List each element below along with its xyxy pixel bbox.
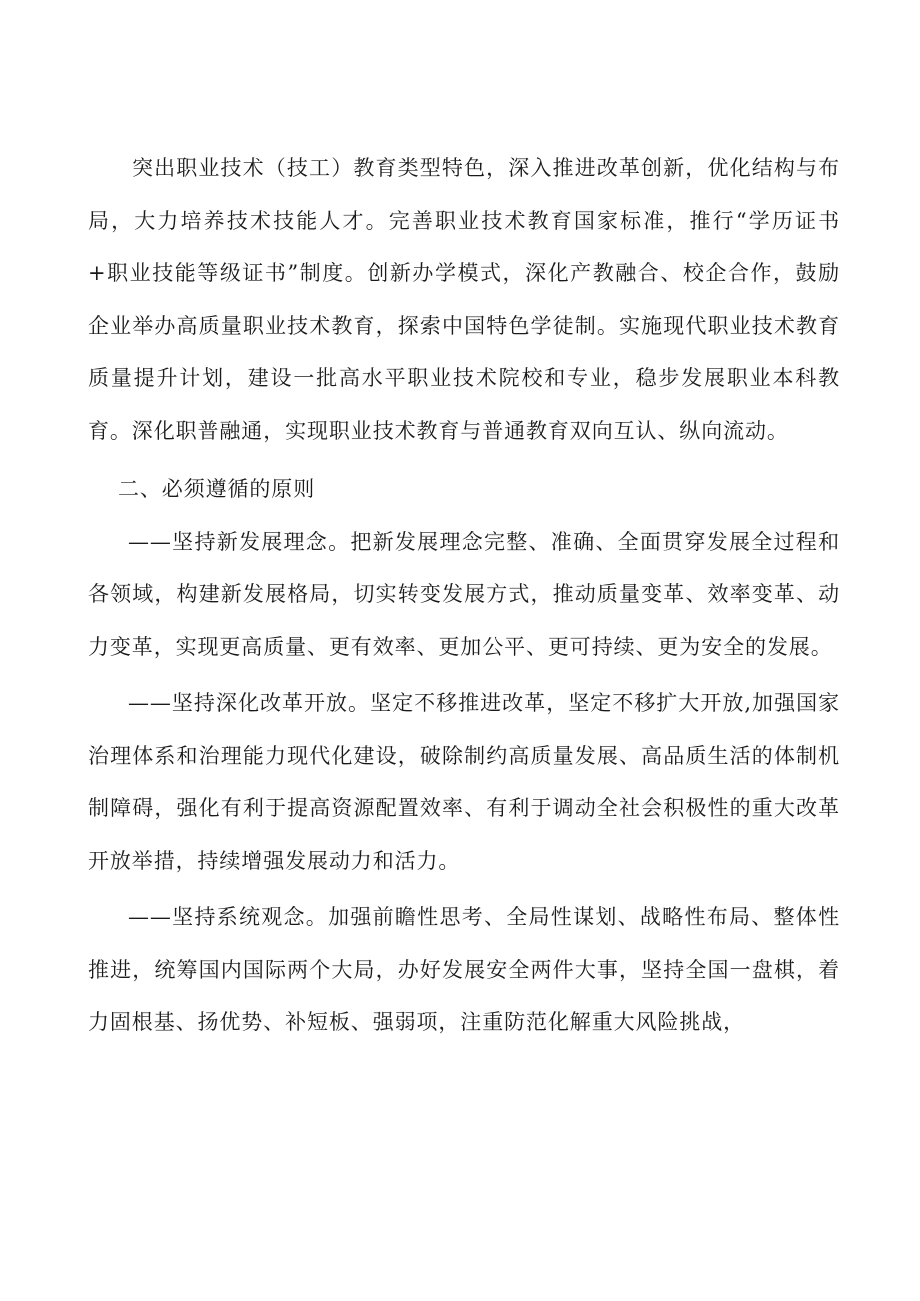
document-page (88, 142, 840, 1049)
principle-paragraph-systems-thinking: ——坚持系统观念。加强前瞻性思考、全局性谋划、战略性布局、整体性推进，统筹国内国际两个大局，办好发展安全两件大事，坚持全国一盘棋，着力固根基、扬优势、补短板、强弱项，注重防范化解重大风险挑战， (88, 905, 840, 1034)
body-paragraph-vocational-education: 突出职业技术（技工）教育类型特色，深入推进改革创新，优化结构与布局，大力培养技术技能人才。完善职业技术教育国家标准，推行“学历证书+职业技能等级证书”制度。创新办学模式，深化产教融合、校企合作，鼓励企业举办高质量职业技术教育，探索中国特色学徒制。实施现代职业技术教育质量提升计划，建设一批高水平职业技术院校和专业，稳步发展职业本科教育。深化职普融通，实现职业技术教育与普通教育双向互认、纵向流动。 (88, 156, 840, 443)
principle-paragraph-new-development: ——坚持新发展理念。把新发展理念完整、准确、全面贯穿发展全过程和各领域，构建新发展格局，切实转变发展方式，推动质量变革、效率变革、动力变革，实现更高质量、更有效率、更加公平、更可持续、更为安全的发展。 (88, 529, 840, 659)
principle-paragraph-reform-opening: ——坚持深化改革开放。坚定不移推进改革，坚定不移扩大开放,加强国家治理体系和治理能力现代化建设，破除制约高质量发展、高品质生活的体制机制障碍，强化有利于提高资源配置效率、有利于调动全社会积极性的重大改革开放举措，持续增强发展动力和活力。 (88, 691, 840, 873)
section-heading: 二、必须遵循的原则 (118, 477, 316, 501)
